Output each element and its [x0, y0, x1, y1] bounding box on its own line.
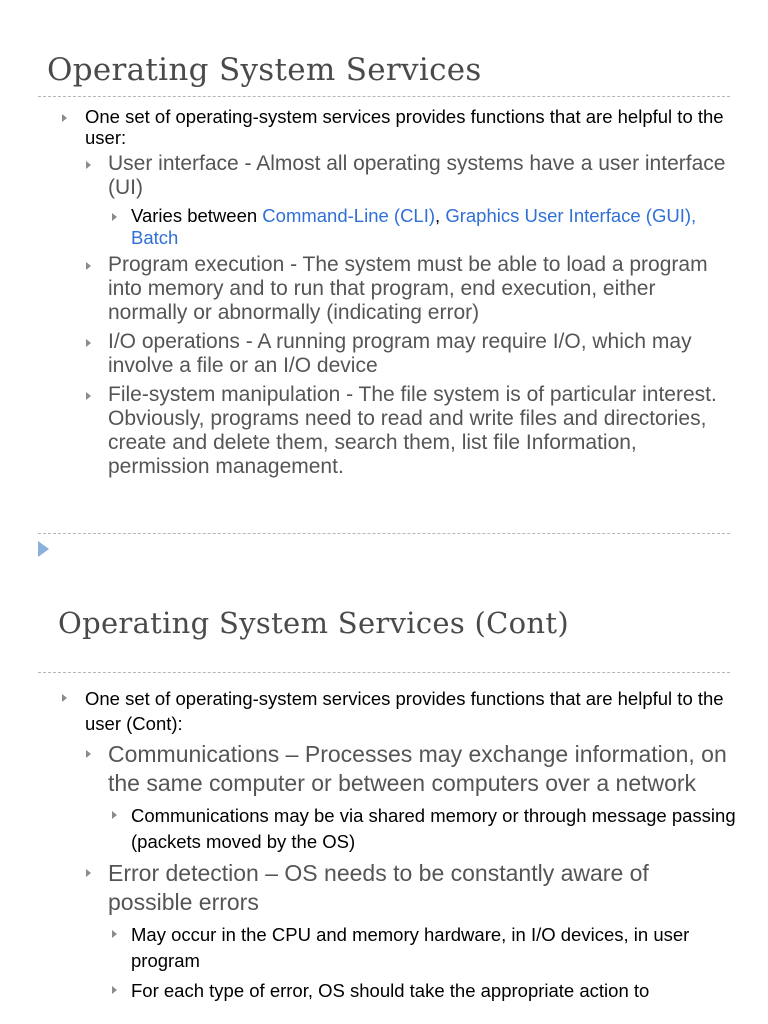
title-divider: [38, 672, 730, 673]
list-item: [0, 106, 738, 148]
gui-batch-link[interactable]: Graphics User Interface (GUI), Batch: [131, 205, 697, 248]
bullet-arrow-icon: [86, 392, 91, 400]
list-item-text: One set of operating-system services provides functions that are helpful to the user (Cont):: [85, 688, 724, 734]
list-item: [0, 686, 738, 736]
list-item: [0, 253, 738, 325]
bullet-arrow-icon: [112, 811, 117, 819]
next-arrow-icon[interactable]: [38, 541, 49, 557]
slide-title: Operating System Services (Cont): [58, 606, 569, 640]
bullet-arrow-icon: [86, 161, 91, 169]
list-item-text: Program execution - The system must be able to load a program into memory and to run that program, end execution, either normally or abnormally (indicating error): [108, 253, 708, 324]
list-item: [0, 205, 738, 249]
list-item-text: Communications – Processes may exchange information, on the same computer or between computers over a network: [108, 741, 727, 796]
list-item: [0, 740, 738, 798]
bullet-arrow-icon: [112, 986, 117, 994]
bullet-arrow-icon: [86, 339, 91, 347]
bullet-arrow-icon: [86, 262, 91, 270]
cli-link[interactable]: Command-Line (CLI): [262, 205, 436, 226]
list-item-text: User interface - Almost all operating systems have a user interface (UI): [108, 152, 726, 199]
list-item: [0, 922, 738, 974]
list-item: [0, 152, 738, 200]
list-item-text: File-system manipulation - The file system is of particular interest. Obviously, programs need to read and write files and directories, create and delete them, search them, list file Information, permission management.: [108, 383, 717, 478]
list-item: [0, 978, 738, 1004]
slide-title: Operating System Services: [47, 52, 482, 88]
slide-content: [0, 686, 738, 1008]
list-item: [0, 330, 738, 378]
title-divider: [38, 96, 730, 97]
bullet-arrow-icon: [62, 114, 67, 122]
separator-text: ,: [435, 205, 446, 226]
list-item-text: Communications may be via shared memory or through message passing (packets moved by the OS): [131, 805, 736, 852]
list-item: [0, 803, 738, 855]
list-item-text: Error detection – OS needs to be constantly aware of possible errors: [108, 860, 649, 915]
bullet-arrow-icon: [112, 213, 117, 221]
list-item-text: One set of operating-system services provides functions that are helpful to the user:: [85, 106, 724, 148]
bullet-arrow-icon: [86, 869, 91, 877]
slide-content: [0, 106, 738, 484]
list-item: [0, 859, 738, 917]
bullet-arrow-icon: [112, 930, 117, 938]
list-item-text: I/O operations - A running program may require I/O, which may involve a file or an I/O device: [108, 330, 692, 377]
list-item-text: Varies between: [131, 205, 263, 226]
list-item-text: For each type of error, OS should take the appropriate action to: [131, 980, 650, 1001]
bullet-arrow-icon: [62, 694, 67, 702]
slide-divider: [38, 533, 730, 534]
bullet-arrow-icon: [86, 750, 91, 758]
list-item: [0, 383, 738, 479]
list-item-text: May occur in the CPU and memory hardware, in I/O devices, in user program: [131, 924, 690, 971]
